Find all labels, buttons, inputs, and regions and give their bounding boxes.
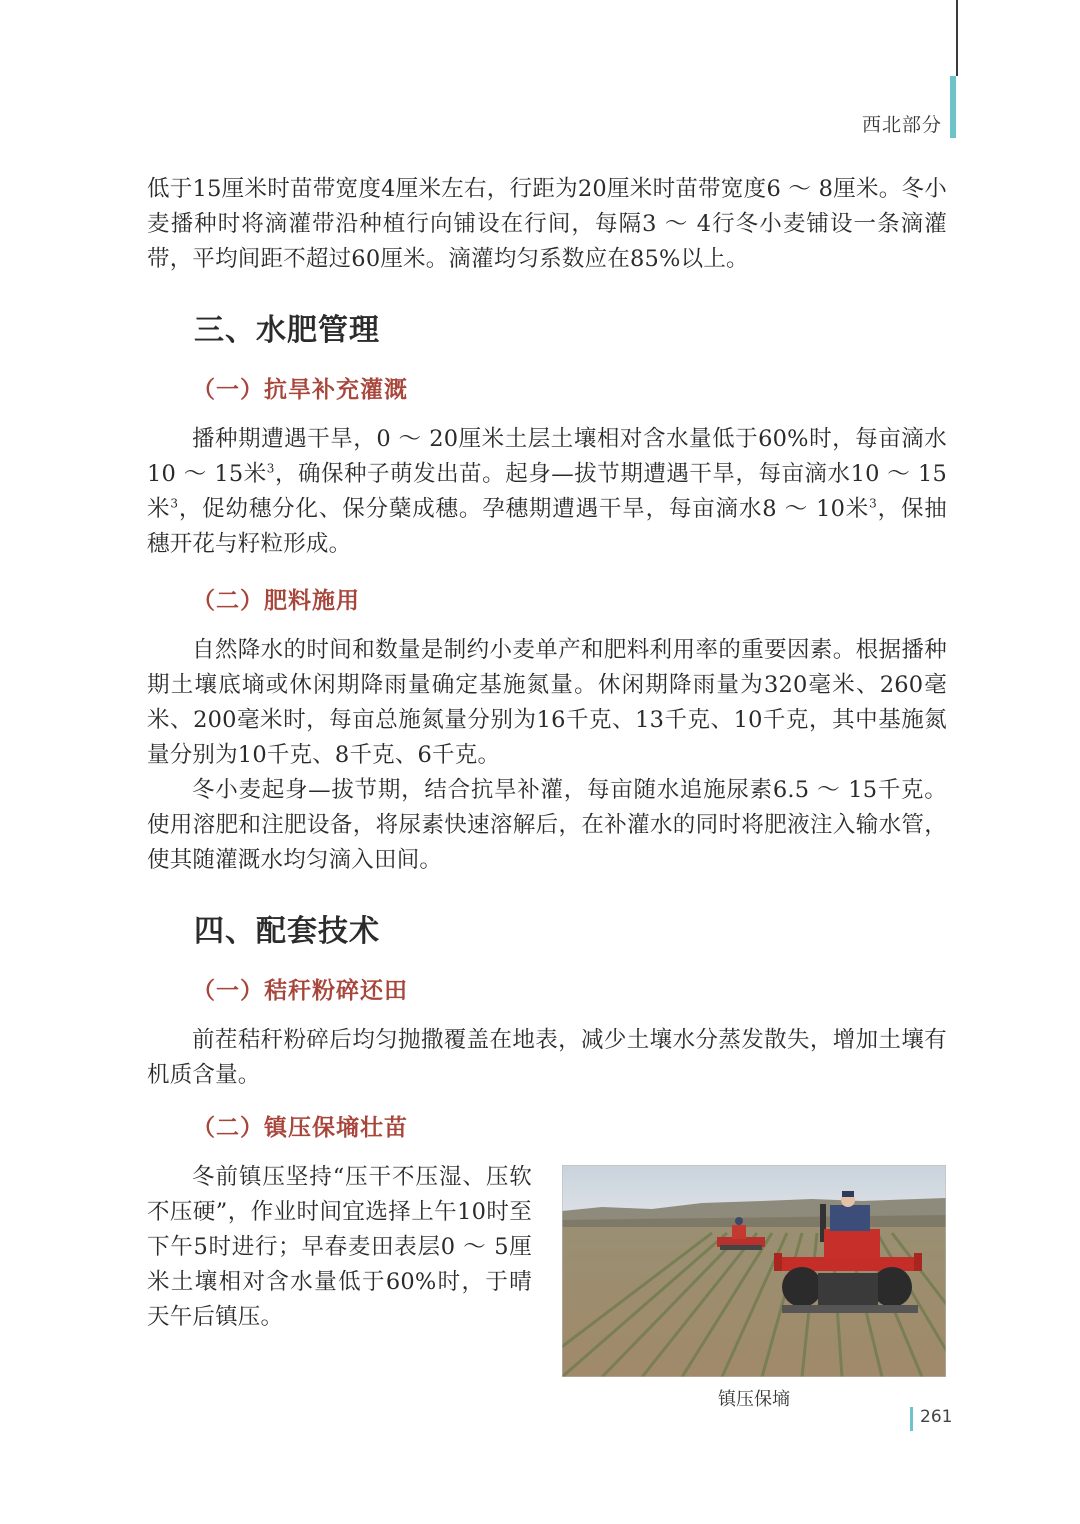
figure-caption: 镇压保墒: [718, 1389, 790, 1410]
tractor-field-photo: [562, 1165, 946, 1377]
running-header: 西北部分: [861, 114, 942, 136]
superscript: 3: [170, 496, 179, 511]
compaction-section: [147, 1160, 947, 1410]
drought-irrigation-paragraph: [147, 422, 947, 562]
header-accent-bar: [950, 76, 956, 138]
page-number: 261: [920, 1407, 953, 1427]
page-content: [147, 172, 948, 1410]
text-fragment: ，确保种子萌发出苗。起身—拔节期遭遇干旱，每亩滴水10 ～ 15米: [147, 461, 948, 522]
superscript: 3: [266, 461, 275, 476]
section-4-2-title: （二）镇压保墒壮苗: [192, 1115, 408, 1141]
fertilizer-paragraph-1: 自然降水的时间和数量是制约小麦单产和肥料利用率的重要因素。根据播种期土壤底墒或休闲期降雨量确定基施氮量。休闲期降雨量为320毫米、260毫米、200毫米时，每亩总施氮量分别为16千克、13千克、10千克，其中基施氮量分别为10千克、8千克、6千克。: [147, 637, 947, 768]
section-3-title: 三、水肥管理: [194, 313, 380, 348]
fertilizer-paragraph-2: 冬小麦起身—拔节期，结合抗旱补灌，每亩随水追施尿素6.5 ～ 15千克。使用溶肥和注肥设备，将尿素快速溶解后，在补灌水的同时将肥液注入输水管，使其随灌溉水均匀滴入田间。: [147, 777, 947, 873]
section-4-title: 四、配套技术: [194, 914, 380, 949]
text-fragment: ，促幼穗分化、保分蘖成穗。孕穗期遭遇干旱，每亩滴水8 ～ 10米: [178, 496, 870, 522]
tractor-illustration: [562, 1165, 946, 1377]
section-3-2-title: （二）肥料施用: [192, 588, 360, 614]
text-fragment: ，保抽穗开花与籽粒形成。: [147, 496, 948, 557]
straw-paragraph: 前茬秸秆粉碎后均匀抛撒覆盖在地表，减少土壤水分蒸发散失，增加土壤有机质含量。: [147, 1027, 947, 1088]
page-number-accent: [910, 1407, 913, 1431]
compaction-paragraph: 冬前镇压坚持“压干不压湿、压软不压硬”，作业时间宜选择上午10时至下午5时进行；早春麦田表层0 ～ 5厘米土壤相对含水量低于60%时，于晴天午后镇压。: [147, 1164, 532, 1330]
text-fragment: 播种期遭遇干旱，0 ～ 20厘米土层土壤相对含水量低于60%时，每亩滴水10 ～ 15米: [147, 426, 947, 487]
superscript: 3: [869, 496, 877, 511]
section-3-1-title: （一）抗旱补充灌溉: [192, 377, 408, 403]
section-4-1-title: （一）秸秆粉碎还田: [192, 978, 408, 1004]
header-vertical-line: [956, 0, 958, 76]
intro-paragraph: 低于15厘米时苗带宽度4厘米左右，行距为20厘米时苗带宽度6 ～ 8厘米。冬小麦播种时将滴灌带沿种植行向铺设在行间，每隔3 ～ 4行冬小麦铺设一条滴灌带，平均间距不超过60厘米。滴灌均匀系数应在85%以上。: [147, 176, 947, 272]
